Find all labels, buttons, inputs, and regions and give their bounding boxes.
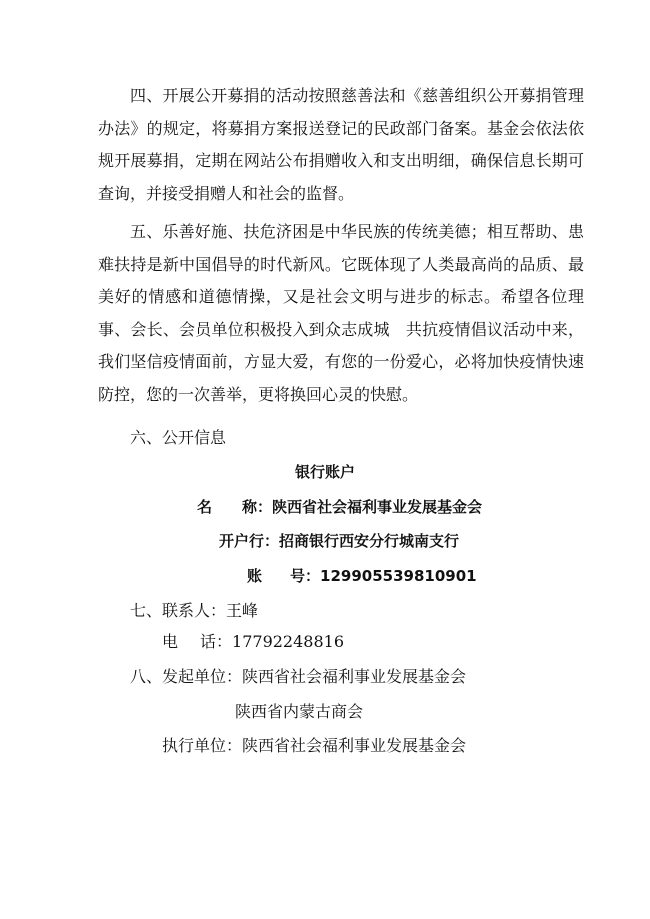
- initiators-heading: 八、发起单位：陕西省社会福利事业发展基金会: [130, 667, 467, 686]
- name-label-1: 名: [197, 498, 213, 516]
- contact-heading: 七、联系人：王峰: [130, 601, 259, 620]
- initiator-second-org: 陕西省内蒙古商会: [235, 702, 364, 721]
- exec-label: 执行单位：: [162, 736, 243, 755]
- open-value: 招商银行西安分行城南支行: [279, 532, 460, 550]
- acct-label-1: 账: [247, 567, 263, 585]
- open-label: 开户行：: [219, 532, 280, 550]
- name-label-2: 称：: [242, 498, 273, 516]
- section-6-heading: 六、公开信息: [130, 428, 227, 447]
- name-value: 陕西省社会福利事业发展基金会: [272, 498, 483, 516]
- bank-account-name: [197, 496, 482, 518]
- contact-phone: [162, 631, 344, 653]
- bank-open-branch: [219, 530, 459, 552]
- bank-account-title: 银行账户: [294, 463, 355, 481]
- paragraph-4: 四、开展公开募捐的活动按照慈善法和《慈善组织公开募捐管理办法》的规定，将募捐方案报送登记的民政部门备案。基金会依法依规开展募捐，定期在网站公布捐赠收入和支出明细，确保信息长期可查询，并接受捐赠人和社会的监督。: [98, 86, 584, 203]
- bank-account-number: [247, 565, 477, 587]
- acct-value: 129905539810901: [320, 567, 477, 585]
- executing-unit: [162, 735, 466, 757]
- paragraph-5: 五、乐善好施、扶危济困是中华民族的传统美德；相互帮助、患难扶持是新中国倡导的时代新风。它既体现了人类最高尚的品质、最美好的情感和道德情操，又是社会文明与进步的标志。希望各位理事、会长、会员单位积极投入到众志成城 共抗疫情倡议活动中来，我们坚信疫情面前，方显大爱，有您的一份爱心，必将加快疫情快速防控，您的一次善举，更将换回心灵的快慰。: [98, 222, 584, 404]
- phone-value: 17792248816: [232, 632, 345, 651]
- acct-label-2: 号：: [290, 567, 321, 585]
- phone-label-2: 话：: [200, 632, 233, 651]
- phone-label-1: 电: [162, 632, 179, 651]
- exec-value: 陕西省社会福利事业发展基金会: [242, 736, 467, 755]
